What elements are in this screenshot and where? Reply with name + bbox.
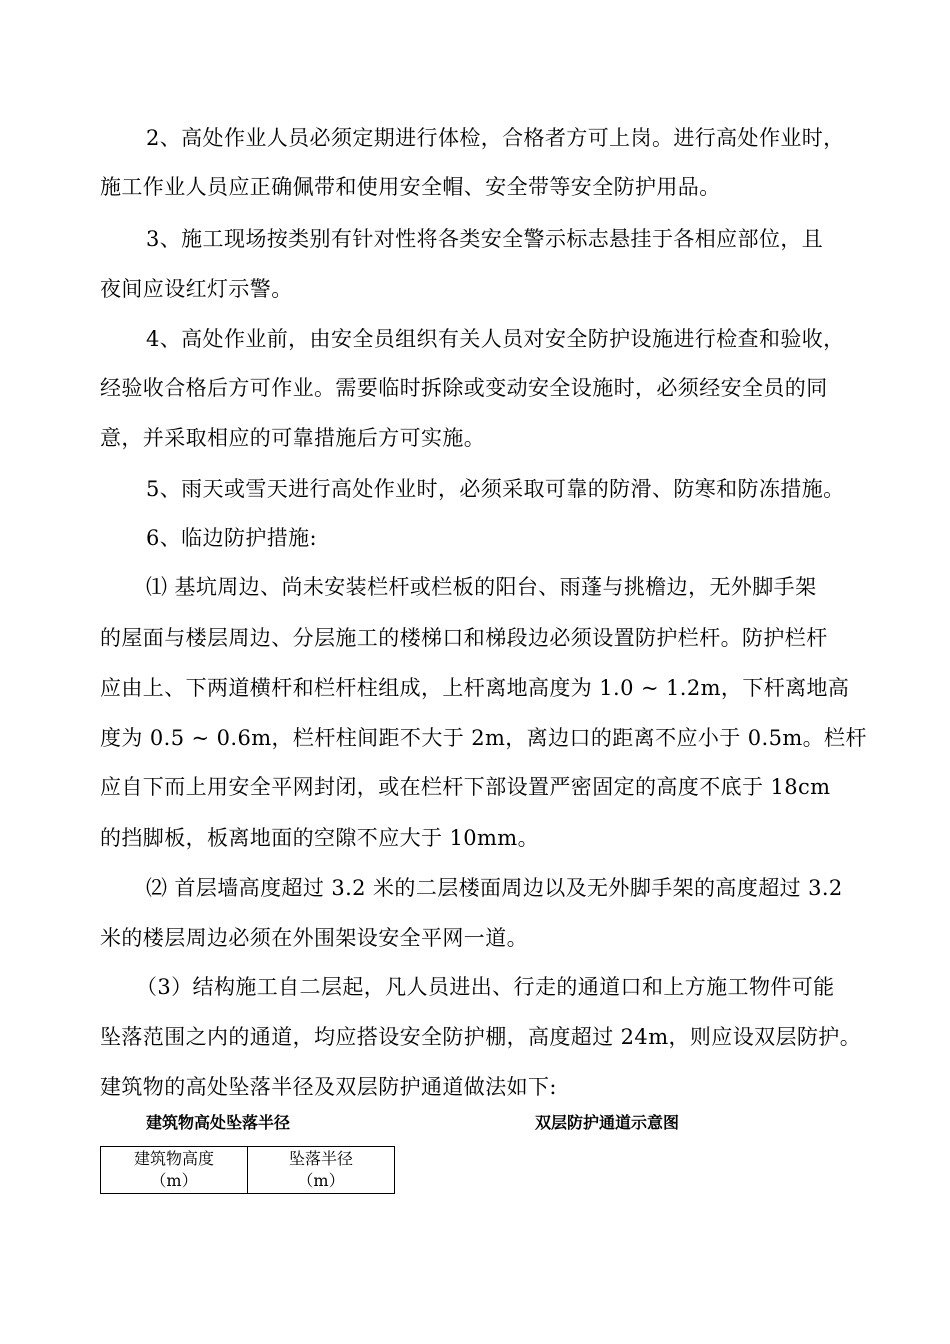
- text-line: 6、临边防护措施:: [146, 526, 318, 550]
- text-line: 应由上、下两道横杆和栏杆柱组成，上杆离地高度为 1.0 ~ 1.2m，下杆离地高: [100, 676, 850, 700]
- text-line: 经验收合格后方可作业。需要临时拆除或变动安全设施时，必须经安全员的同: [100, 376, 828, 400]
- text-line: 5、雨天或雪天进行高处作业时，必须采取可靠的防滑、防寒和防冻措施。: [146, 477, 845, 501]
- text-line: 应自下而上用安全平网封闭，或在栏杆下部设置严密固定的高度不底于 18cm: [100, 775, 831, 799]
- text-line: 坠落范围之内的通道，均应搭设安全防护棚，高度超过 24m，则应设双层防护。: [100, 1025, 862, 1049]
- text-line: 夜间应设红灯示警。: [100, 277, 293, 301]
- header-unit: （m）: [150, 1171, 198, 1190]
- text-line: 施工作业人员应正确佩带和使用安全帽、安全带等安全防护用品。: [100, 175, 721, 199]
- table-header-cell: [101, 1147, 248, 1194]
- text-line: 米的楼层周边必须在外围架设安全平网一道。: [100, 926, 528, 950]
- table-header-row: [101, 1147, 395, 1194]
- text-line: （3）结构施工自二层起，凡人员进出、行走的通道口和上方施工物件可能: [136, 975, 835, 999]
- text-line: 4、高处作业前，由安全员组织有关人员对安全防护设施进行检查和验收，: [146, 327, 845, 351]
- table-caption: 建筑物高处坠落半径: [146, 1113, 291, 1132]
- text-line: 3、施工现场按类别有针对性将各类安全警示标志悬挂于各相应部位，且: [146, 227, 824, 251]
- text-line: ⑵ 首层墙高度超过 3.2 米的二层楼面周边以及无外脚手架的高度超过 3.2: [146, 876, 843, 900]
- text-line: 建筑物的高处坠落半径及双层防护通道做法如下:: [100, 1075, 557, 1099]
- fall-radius-table: [100, 1146, 395, 1194]
- text-line: 度为 0.5 ~ 0.6m，栏杆柱间距不大于 2m，离边口的距离不应小于 0.5m。栏杆: [100, 726, 867, 750]
- header-unit: （m）: [297, 1171, 345, 1190]
- figure-caption: 双层防护通道示意图: [535, 1113, 680, 1132]
- header-label: 坠落半径: [288, 1149, 353, 1168]
- text-line: 的挡脚板，板离地面的空隙不应大于 10mm。: [100, 826, 540, 850]
- text-line: ⑴ 基坑周边、尚未安装栏杆或栏板的阳台、雨蓬与挑檐边，无外脚手架: [146, 575, 817, 599]
- text-line: 2、高处作业人员必须定期进行体检，合格者方可上岗。进行高处作业时，: [146, 126, 845, 150]
- header-label: 建筑物高度: [133, 1149, 214, 1168]
- text-line: 的屋面与楼层周边、分层施工的楼梯口和梯段边必须设置防护栏杆。防护栏杆: [100, 626, 828, 650]
- text-line: 意，并采取相应的可靠措施后方可实施。: [100, 426, 486, 450]
- table-header-cell: [248, 1147, 395, 1194]
